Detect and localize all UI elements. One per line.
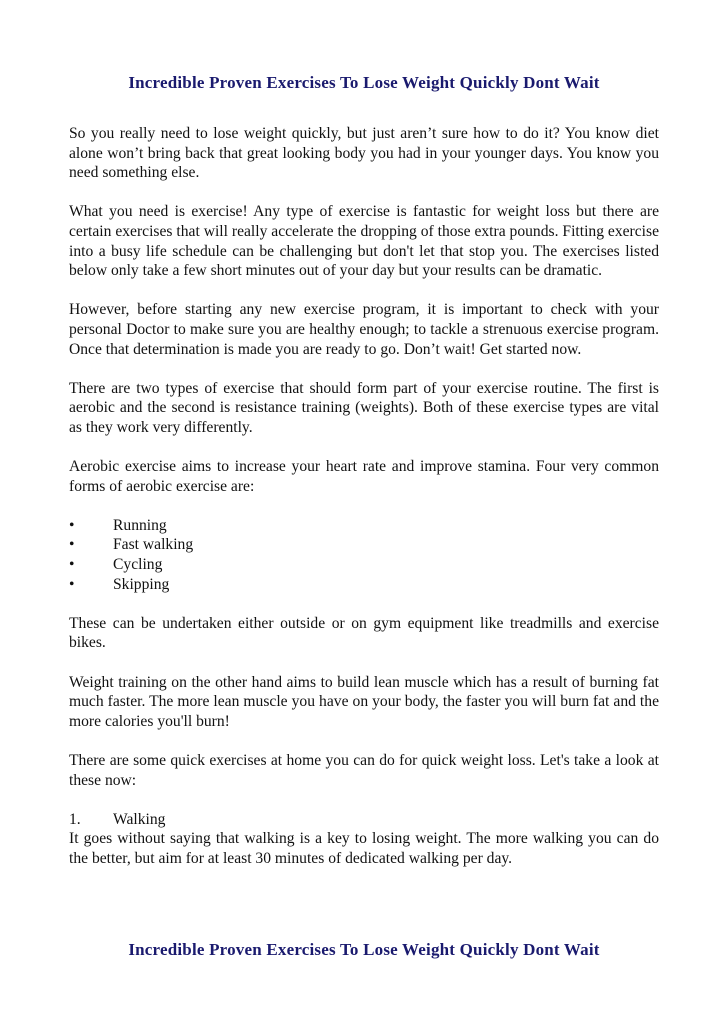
- document-body: [69, 124, 659, 888]
- list-item-label: Running: [113, 516, 167, 534]
- list-item: [69, 535, 659, 555]
- bullet-icon: •: [69, 556, 75, 574]
- list-item: [69, 555, 659, 575]
- list-item-label: Cycling: [113, 556, 163, 574]
- paragraph: Aerobic exercise aims to increase your heart rate and improve stamina. Four very common forms of aerobic exercise are:: [69, 458, 659, 495]
- paragraph: So you really need to lose weight quickly, but just aren’t sure how to do it? You know diet alone won’t bring back that great looking body you had in your younger days. You know you need something else.: [69, 125, 659, 182]
- paragraph: However, before starting any new exercise program, it is important to check with your personal Doctor to make sure you are healthy enough; to tackle a strenuous exercise program. Once that determination is made you are ready to go. Don’t wait! Get started now.: [69, 301, 659, 358]
- list-item: [69, 575, 659, 595]
- numbered-heading: [69, 810, 659, 830]
- paragraph: What you need is exercise! Any type of exercise is fantastic for weight loss but there are certain exercises that will really accelerate the dropping of those extra pounds. Fitting exercise into a busy life schedule can be challenging but don't let that stop you. The exercises listed below only take a few short minutes out of your day but your results can be dramatic.: [69, 203, 659, 280]
- paragraph: There are some quick exercises at home you can do for quick weight loss. Let's take a look at these now:: [69, 752, 659, 789]
- heading-label: Walking: [113, 810, 166, 828]
- list-item: [69, 516, 659, 536]
- page-title: Incredible Proven Exercises To Lose Weight Quickly Dont Wait: [128, 73, 600, 92]
- paragraph: There are two types of exercise that should form part of your exercise routine. The first is aerobic and the second is resistance training (weights). Both of these exercise types are vital as they work very differently.: [69, 379, 659, 436]
- footer-title: Incredible Proven Exercises To Lose Weight Quickly Dont Wait: [128, 940, 600, 959]
- list-item-label: Fast walking: [113, 536, 194, 554]
- bullet-icon: •: [69, 536, 75, 554]
- paragraph: It goes without saying that walking is a key to losing weight. The more walking you can do the better, but aim for at least 30 minutes of dedicated walking per day.: [69, 830, 659, 867]
- heading-number: 1.: [69, 810, 81, 828]
- bullet-list: [69, 516, 659, 594]
- paragraph: Weight training on the other hand aims to build lean muscle which has a result of burning fat much faster. The more lean muscle you have on your body, the faster you will burn fat and the more calories you'll burn!: [69, 673, 659, 730]
- paragraph: These can be undertaken either outside or on gym equipment like treadmills and exercise bikes.: [69, 614, 659, 652]
- list-item-label: Skipping: [113, 575, 170, 593]
- bullet-icon: •: [69, 575, 75, 593]
- bullet-icon: •: [69, 516, 75, 534]
